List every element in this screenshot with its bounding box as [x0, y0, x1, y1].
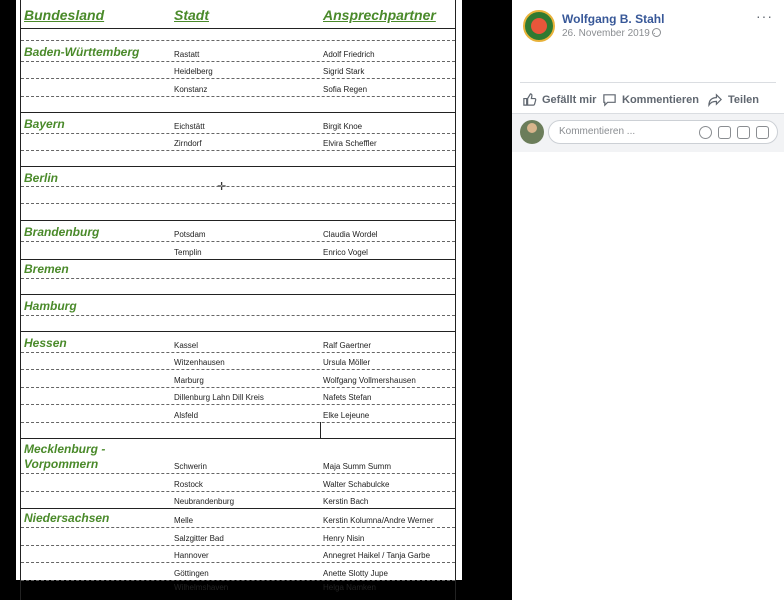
contact-cell: Annegret Haikel / Tanja Garbe	[323, 551, 431, 560]
state-label: Niedersachsen	[24, 511, 110, 525]
state-label: Hessen	[24, 336, 67, 350]
comment-area	[512, 114, 784, 152]
city-cell: Wilhelmshaven	[174, 583, 229, 592]
city-cell: Salzgitter Bad	[174, 534, 224, 543]
city-cell: Rastatt	[174, 50, 200, 59]
rule	[21, 562, 455, 563]
contact-cell: Elke Lejeune	[323, 411, 370, 420]
rule	[21, 404, 455, 405]
city-cell: Hannover	[174, 551, 209, 560]
contacts-table	[20, 0, 456, 600]
share-icon	[708, 92, 723, 107]
state-label: Vorpommern	[24, 457, 99, 471]
contact-cell: Birgit Knoe	[323, 122, 363, 131]
rule	[21, 203, 455, 204]
share-button[interactable]	[708, 92, 759, 107]
comment-button[interactable]	[602, 92, 699, 107]
state-label: Hamburg	[24, 299, 77, 313]
contact-cell: Claudia Wordel	[323, 230, 378, 239]
city-cell: Konstanz	[174, 85, 208, 94]
user-avatar-face	[527, 123, 537, 133]
rule	[21, 331, 455, 332]
rule	[21, 580, 455, 581]
column-divider	[320, 422, 321, 438]
rule	[21, 438, 455, 439]
like-label: Gefällt mir	[542, 93, 597, 106]
comment-input[interactable]	[548, 120, 778, 144]
contact-cell: Sofia Regen	[323, 85, 368, 94]
city-cell: Göttingen	[174, 569, 209, 578]
rule	[21, 315, 455, 316]
author-avatar[interactable]	[523, 10, 555, 42]
gif-icon[interactable]	[737, 126, 750, 139]
contact-cell: Kerstin Bach	[323, 497, 369, 506]
rule	[21, 387, 455, 388]
rule	[21, 241, 455, 242]
state-label: Mecklenburg -	[24, 442, 106, 456]
contact-cell: Ursula Möller	[323, 358, 371, 367]
rule	[21, 78, 455, 79]
city-cell: Melle	[174, 516, 194, 525]
thumbs-up-icon	[522, 92, 537, 107]
comment-tools	[699, 126, 769, 139]
header-state: Bundesland	[24, 7, 105, 23]
rule	[21, 133, 455, 134]
contact-cell: Nafets Stefan	[323, 393, 372, 402]
rule	[21, 259, 455, 260]
contact-cell: Henry Nisin	[323, 534, 365, 543]
comment-label: Kommentieren	[622, 93, 700, 106]
city-cell: Schwerin	[174, 462, 207, 471]
city-cell: Neubrandenburg	[174, 497, 235, 506]
rule	[21, 61, 455, 62]
user-avatar	[520, 120, 544, 144]
city-cell: Witzenhausen	[174, 358, 225, 367]
rule	[21, 473, 455, 474]
sticker-icon[interactable]	[756, 126, 769, 139]
divider	[520, 82, 776, 83]
rule	[21, 28, 455, 29]
contact-cell: Maja Summ Summ	[323, 462, 392, 471]
contact-cell: Anette Slotty Jupe	[323, 569, 388, 578]
state-label: Berlin	[24, 171, 59, 185]
globe-icon	[652, 28, 661, 37]
rule	[21, 294, 455, 295]
contact-cell: Wolfgang Vollmershausen	[323, 376, 416, 385]
city-cell: Templin	[174, 248, 202, 257]
rule	[21, 220, 455, 221]
contact-cell: Walter Schabulcke	[323, 480, 390, 489]
rule	[21, 527, 455, 528]
rule	[21, 112, 455, 113]
city-cell: Rostock	[174, 480, 203, 489]
post-date[interactable]: 26. November 2019 ·	[562, 28, 656, 39]
rule	[21, 96, 455, 97]
state-label: Bremen	[24, 262, 69, 276]
rule	[21, 278, 455, 279]
rule	[21, 422, 455, 423]
city-cell: Marburg	[174, 376, 204, 385]
state-label: Brandenburg	[24, 225, 100, 239]
rule	[21, 508, 455, 509]
post-sidebar	[512, 0, 784, 600]
header-contact: Ansprechpartner	[323, 7, 436, 23]
rule	[21, 40, 455, 41]
header-city: Stadt	[174, 7, 209, 23]
city-cell: Eichstätt	[174, 122, 205, 131]
city-cell: Potsdam	[174, 230, 206, 239]
comment-placeholder: Kommentieren ...	[559, 126, 636, 137]
rule	[21, 369, 455, 370]
logo-icon	[531, 18, 547, 34]
state-label: Baden-Württemberg	[24, 45, 140, 59]
comment-icon	[602, 92, 617, 107]
rule	[21, 166, 455, 167]
rule	[21, 545, 455, 546]
rule	[21, 150, 455, 151]
camera-icon[interactable]	[718, 126, 731, 139]
city-cell: Alsfeld	[174, 411, 199, 420]
contact-cell: Ralf Gaertner	[323, 341, 372, 350]
city-cell: Zirndorf	[174, 139, 202, 148]
city-cell: Dillenburg Lahn Dill Kreis	[174, 393, 264, 402]
more-options-button[interactable]: ···	[756, 8, 773, 24]
share-label: Teilen	[728, 93, 759, 106]
contact-cell: Enrico Vogel	[323, 248, 368, 257]
rule	[21, 352, 455, 353]
city-cell: Heidelberg	[174, 67, 213, 76]
state-label: Bayern	[24, 117, 65, 131]
contact-cell: Helga Namken	[323, 583, 376, 592]
city-cell: Kassel	[174, 341, 199, 350]
like-button[interactable]	[522, 92, 596, 107]
contact-cell: Elvira Scheffler	[323, 139, 377, 148]
rule	[21, 491, 455, 492]
author-name[interactable]: Wolfgang B. Stahl	[562, 12, 665, 26]
contact-cell: Sigrid Stark	[323, 67, 365, 76]
emoji-icon[interactable]	[699, 126, 712, 139]
text-cursor-icon: ✛	[217, 181, 227, 193]
contact-cell: Adolf Friedrich	[323, 50, 375, 59]
contact-cell: Kerstin Kolumna/Andre Werner	[323, 516, 434, 525]
document-page	[16, 0, 462, 592]
rule	[21, 186, 455, 187]
